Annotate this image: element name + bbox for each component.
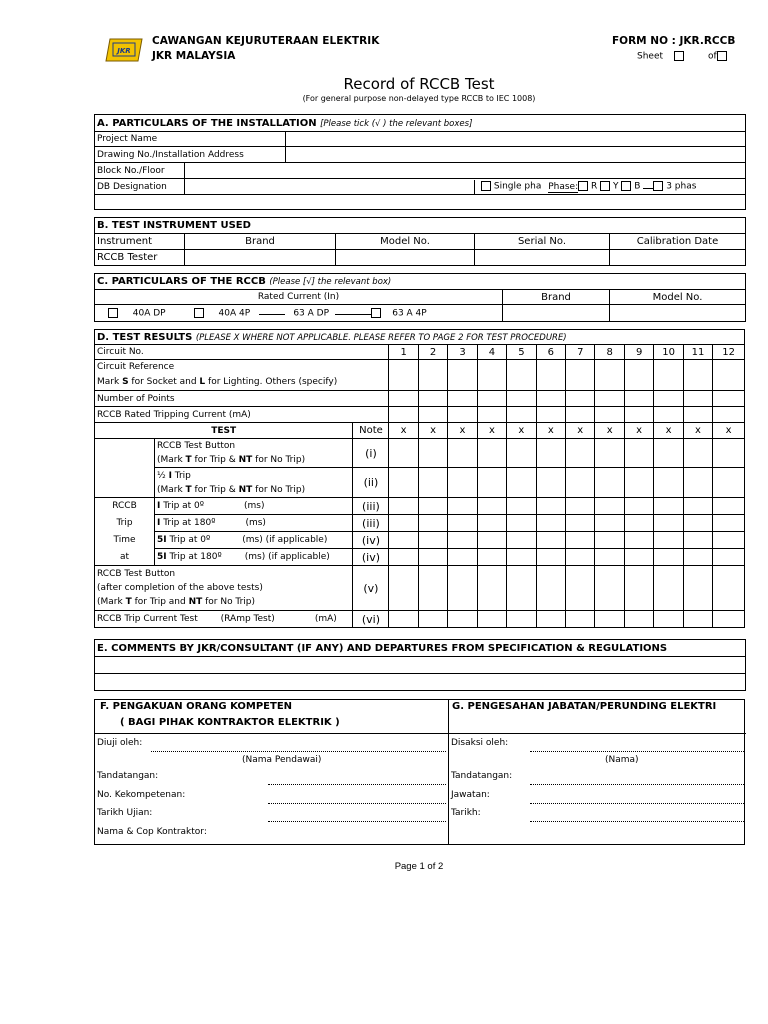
result-cell[interactable]: [418, 439, 447, 468]
circuit-reference-label: Circuit Reference Mark S for Socket and L for Lighting. Others (specify): [95, 360, 389, 391]
result-cell[interactable]: [624, 360, 653, 391]
result-cell[interactable]: [624, 532, 653, 549]
result-cell[interactable]: [418, 566, 447, 611]
phase-y-label: Y: [613, 181, 619, 192]
section-d-note: (PLEASE X WHERE NOT APPLICABLE. PLEASE REFER TO PAGE 2 FOR TEST PROCEDURE): [195, 332, 567, 343]
section-c-table: [94, 273, 746, 322]
result-cell[interactable]: [654, 549, 683, 566]
rccb-tester-label: RCCB Tester: [95, 250, 185, 266]
test-header-row: [95, 423, 745, 439]
rccb-model-header: Model No.: [610, 290, 746, 305]
result-cell[interactable]: [477, 549, 506, 566]
section-e-title: E. COMMENTS BY JKR/CONSULTANT (IF ANY) AND DEPARTURES FROM SPECIFICATION & REGULATIONS: [95, 640, 746, 657]
result-cell[interactable]: [418, 549, 447, 566]
result-cell[interactable]: [448, 360, 477, 391]
result-cell[interactable]: [713, 439, 745, 468]
phase-r-checkbox[interactable]: [578, 181, 588, 191]
result-cell[interactable]: [566, 468, 595, 498]
circuit-3: 3: [448, 345, 477, 360]
tarikh-label: Tarikh:: [451, 808, 481, 818]
result-cell[interactable]: [566, 515, 595, 532]
circuit-1: 1: [389, 345, 418, 360]
address-label: Drawing No./Installation Address: [95, 147, 286, 163]
section-b-title: B. TEST INSTRUMENT USED: [95, 218, 746, 234]
tester-serial-field[interactable]: [475, 250, 610, 266]
result-cell[interactable]: [448, 391, 477, 407]
result-cell[interactable]: [566, 439, 595, 468]
result-cell[interactable]: [624, 498, 653, 515]
result-cell[interactable]: [536, 549, 565, 566]
result-cell[interactable]: [448, 611, 477, 628]
circuit-2: 2: [418, 345, 447, 360]
result-cell[interactable]: [448, 439, 477, 468]
x-mark-cell: x: [654, 423, 683, 439]
rccb-side-2: Trip: [95, 515, 155, 532]
section-b-table: [94, 217, 746, 266]
sheet-checkbox[interactable]: [674, 51, 684, 61]
phase-b-checkbox[interactable]: [621, 181, 631, 191]
circuit-10: 10: [654, 345, 683, 360]
result-cell[interactable]: [536, 515, 565, 532]
result-cell[interactable]: [477, 566, 506, 611]
section-d-title: D. TEST RESULTS (PLEASE X WHERE NOT APPLICABLE. PLEASE REFER TO PAGE 2 FOR TEST PROCEDURE): [95, 330, 745, 345]
note-iii-b: (iii): [353, 515, 389, 532]
result-cell[interactable]: [713, 468, 745, 498]
note-i: (i): [353, 439, 389, 468]
test-button-row: [95, 439, 745, 468]
section-a-note: [Please tick (√ ) the relevant boxes]: [320, 118, 473, 129]
option-63a-dp-label: 63 A DP: [293, 308, 330, 319]
jkr-logo: [104, 37, 144, 63]
result-cell[interactable]: [595, 611, 624, 628]
section-e-table: [94, 639, 746, 691]
circuit-no-label: Circuit No.: [95, 345, 389, 360]
phase-r-label: R: [591, 181, 598, 192]
result-cell[interactable]: [566, 611, 595, 628]
circuit-12: 12: [713, 345, 745, 360]
result-cell[interactable]: [507, 532, 536, 549]
rated-current-options: [95, 305, 503, 322]
kekompetenan-field[interactable]: [268, 803, 446, 804]
result-cell[interactable]: [477, 407, 506, 423]
db-designation-field[interactable]: [185, 179, 746, 195]
project-name-field[interactable]: [286, 132, 746, 147]
after-tests-label: RCCB Test Button (after completion of the above tests) (Mark T for Trip and NT for No Trip): [95, 566, 353, 611]
diuji-label: Diuji oleh:: [97, 738, 143, 748]
result-cell[interactable]: [624, 407, 653, 423]
phase-y-checkbox[interactable]: [600, 181, 610, 191]
result-cell[interactable]: [536, 611, 565, 628]
block-floor-field[interactable]: [185, 163, 746, 179]
result-cell[interactable]: [477, 391, 506, 407]
comments-line-1[interactable]: [95, 657, 746, 674]
result-cell[interactable]: [448, 515, 477, 532]
single-phase-checkbox[interactable]: [481, 181, 491, 191]
of-checkbox[interactable]: [717, 51, 727, 61]
result-cell[interactable]: [683, 498, 712, 515]
5i-trip-180-label: 5I Trip at 180º (ms) (if applicable): [154, 549, 352, 566]
result-cell[interactable]: [389, 407, 418, 423]
result-cell[interactable]: [418, 391, 447, 407]
trip-0-label: I Trip at 0º (ms): [154, 498, 352, 515]
result-cell[interactable]: [566, 498, 595, 515]
calibration-header: Calibration Date: [610, 234, 746, 250]
section-a-table: [94, 114, 746, 210]
address-field[interactable]: [286, 147, 746, 163]
test-header: TEST: [95, 423, 353, 439]
section-g: [449, 700, 746, 844]
after-tests-row: [95, 566, 745, 611]
result-cell[interactable]: [418, 468, 447, 498]
result-cell[interactable]: [389, 468, 418, 498]
current-test-row: [95, 611, 745, 628]
tarikh-ujian-field[interactable]: [268, 821, 446, 822]
rccb-model-field[interactable]: [610, 305, 746, 322]
option-63a-4p-checkbox[interactable]: [371, 308, 381, 318]
result-cell[interactable]: [713, 407, 745, 423]
result-cell[interactable]: [477, 498, 506, 515]
result-cell[interactable]: [536, 407, 565, 423]
result-cell[interactable]: [566, 391, 595, 407]
result-cell[interactable]: [536, 391, 565, 407]
result-cell[interactable]: [477, 515, 506, 532]
result-cell[interactable]: [595, 498, 624, 515]
x-mark-cell: x: [624, 423, 653, 439]
section-f: [95, 700, 449, 844]
circuit-6: 6: [536, 345, 565, 360]
result-cell[interactable]: [477, 439, 506, 468]
rated-current-header: Rated Current (In): [95, 290, 503, 305]
tester-calibration-field[interactable]: [610, 250, 746, 266]
result-cell[interactable]: [713, 498, 745, 515]
result-cell[interactable]: [683, 439, 712, 468]
tarikh-ujian-label: Tarikh Ujian:: [97, 808, 153, 818]
note-vi: (vi): [353, 611, 389, 628]
section-f-title: F. PENGAKUAN ORANG KOMPETEN: [100, 701, 293, 712]
result-cell[interactable]: [389, 391, 418, 407]
result-cell[interactable]: [536, 468, 565, 498]
page-subtitle: (For general purpose non-delayed type RCCB to IEC 1008): [302, 94, 536, 103]
single-phase-label: Single pha: [493, 181, 542, 192]
brand-header: Brand: [185, 234, 336, 250]
disaksi-label: Disaksi oleh:: [451, 738, 509, 748]
nama-cop-label: Nama & Cop Kontraktor:: [97, 827, 207, 837]
note-ii: (ii): [353, 468, 389, 498]
tandatangan-f-field[interactable]: [268, 784, 446, 785]
result-cell[interactable]: [418, 498, 447, 515]
x-mark-cell: x: [713, 423, 745, 439]
result-cell[interactable]: [654, 611, 683, 628]
trip-180-row: [95, 515, 745, 532]
result-cell[interactable]: [477, 360, 506, 391]
result-cell[interactable]: [624, 439, 653, 468]
result-cell[interactable]: [566, 566, 595, 611]
rated-trip-label: RCCB Rated Tripping Current (mA): [95, 407, 389, 423]
result-cell[interactable]: [418, 360, 447, 391]
model-header: Model No.: [336, 234, 475, 250]
result-cell[interactable]: [389, 360, 418, 391]
result-cell[interactable]: [507, 566, 536, 611]
option-40a-4p-checkbox[interactable]: [194, 308, 204, 318]
result-cell[interactable]: [389, 532, 418, 549]
comments-line-2[interactable]: [95, 674, 746, 691]
declaration-box: [94, 699, 745, 845]
result-cell[interactable]: [507, 611, 536, 628]
current-test-label: RCCB Trip Current Test (RAmp Test) (mA): [95, 611, 353, 628]
result-cell[interactable]: [624, 611, 653, 628]
number-of-points-row: [95, 391, 745, 407]
x-mark-cell: x: [507, 423, 536, 439]
tarikh-field[interactable]: [530, 821, 744, 822]
instrument-header: Instrument: [95, 234, 185, 250]
result-cell[interactable]: [536, 360, 565, 391]
result-cell[interactable]: [683, 532, 712, 549]
number-of-points-label: Number of Points: [95, 391, 389, 407]
result-cell[interactable]: [683, 391, 712, 407]
result-cell[interactable]: [595, 549, 624, 566]
result-cell[interactable]: [713, 360, 745, 391]
result-cell[interactable]: [713, 515, 745, 532]
result-cell[interactable]: [477, 468, 506, 498]
result-cell[interactable]: [389, 498, 418, 515]
result-cell[interactable]: [389, 611, 418, 628]
result-cell[interactable]: [654, 498, 683, 515]
result-cell[interactable]: [654, 532, 683, 549]
result-cell[interactable]: [713, 611, 745, 628]
circuit-8: 8: [595, 345, 624, 360]
phase-label: Phase:: [548, 181, 579, 192]
jawatan-label: Jawatan:: [451, 790, 490, 800]
trip-0-row: [95, 498, 745, 515]
circuit-reference-row: [95, 360, 745, 391]
three-phase-label: 3 phas: [666, 181, 697, 192]
result-cell[interactable]: [418, 407, 447, 423]
rccb-brand-field[interactable]: [503, 305, 610, 322]
circuit-11: 11: [683, 345, 712, 360]
result-cell[interactable]: [595, 515, 624, 532]
5i-trip-180-row: [95, 549, 745, 566]
result-cell[interactable]: [595, 566, 624, 611]
result-cell[interactable]: [507, 439, 536, 468]
result-cell[interactable]: [713, 532, 745, 549]
db-designation-label: DB Designation: [95, 179, 185, 195]
result-cell[interactable]: [595, 439, 624, 468]
result-cell[interactable]: [654, 566, 683, 611]
result-cell[interactable]: [418, 611, 447, 628]
result-cell[interactable]: [654, 515, 683, 532]
result-cell[interactable]: [566, 549, 595, 566]
result-cell[interactable]: [713, 566, 745, 611]
of-label: of: [708, 51, 717, 62]
result-cell[interactable]: [448, 498, 477, 515]
result-cell[interactable]: [654, 407, 683, 423]
block-floor-label: Block No./Floor: [95, 163, 185, 179]
x-mark-cell: x: [536, 423, 565, 439]
rccb-side-1: RCCB: [95, 498, 155, 515]
result-cell[interactable]: [389, 549, 418, 566]
result-cell[interactable]: [477, 532, 506, 549]
three-phase-checkbox[interactable]: [653, 181, 663, 191]
note-v: (v): [353, 566, 389, 611]
result-cell[interactable]: [536, 532, 565, 549]
half-trip-label: ½ I Trip (Mark T for Trip & NT for No Trip): [154, 468, 352, 498]
x-mark-cell: x: [418, 423, 447, 439]
kekompetenan-label: No. Kekompetenan:: [97, 790, 186, 800]
result-cell[interactable]: [683, 407, 712, 423]
option-40a-dp-checkbox[interactable]: [108, 308, 118, 318]
x-mark-cell: x: [566, 423, 595, 439]
result-cell[interactable]: [389, 566, 418, 611]
result-cell[interactable]: [566, 360, 595, 391]
x-mark-cell: x: [595, 423, 624, 439]
result-cell[interactable]: [448, 407, 477, 423]
serial-header: Serial No.: [475, 234, 610, 250]
phase-b-label: B: [634, 181, 641, 192]
result-cell[interactable]: [536, 498, 565, 515]
result-cell[interactable]: [507, 360, 536, 391]
option-63a-4p-label: 63 A 4P: [392, 308, 427, 319]
result-cell[interactable]: [624, 515, 653, 532]
section-g-title: G. PENGESAHAN JABATAN/PERUNDING ELEKTRI: [452, 701, 717, 712]
half-trip-row: [95, 468, 745, 498]
test-button-label: RCCB Test Button (Mark T for Trip & NT for No Trip): [154, 439, 352, 468]
section-d-table: [94, 329, 745, 628]
nama-label: (Nama): [605, 755, 639, 765]
rated-trip-row: [95, 407, 745, 423]
result-cell[interactable]: [389, 439, 418, 468]
result-cell[interactable]: [418, 515, 447, 532]
x-mark-cell: x: [683, 423, 712, 439]
result-cell[interactable]: [654, 391, 683, 407]
nama-pendawai-label: (Nama Pendawai): [242, 755, 322, 765]
note-iv-b: (iv): [353, 549, 389, 566]
logo-text: JKR: [117, 47, 131, 55]
result-cell[interactable]: [448, 532, 477, 549]
x-mark-cell: x: [448, 423, 477, 439]
option-40a-4p-label: 40A 4P: [218, 308, 251, 319]
result-cell[interactable]: [507, 515, 536, 532]
result-cell[interactable]: [624, 391, 653, 407]
result-cell[interactable]: [389, 515, 418, 532]
diuji-field[interactable]: [151, 751, 446, 752]
disaksi-field[interactable]: [530, 751, 744, 752]
tester-model-field[interactable]: [336, 250, 475, 266]
result-cell[interactable]: [536, 566, 565, 611]
result-cell[interactable]: [477, 611, 506, 628]
circuit-9: 9: [624, 345, 653, 360]
page-number: Page 1 of 2: [394, 861, 444, 872]
result-cell[interactable]: [683, 515, 712, 532]
note-iii-a: (iii): [353, 498, 389, 515]
tester-brand-field[interactable]: [185, 250, 336, 266]
section-c-note: (Please [√] the relevant box): [269, 277, 392, 287]
section-f-subtitle: ( BAGI PIHAK KONTRAKTOR ELEKTRIK ): [120, 717, 340, 728]
section-c-title: C. PARTICULARS OF THE RCCB (Please [√] the relevant box): [95, 274, 746, 290]
project-name-label: Project Name: [95, 132, 286, 147]
section-a-blank-row[interactable]: [95, 195, 746, 210]
circuit-7: 7: [566, 345, 595, 360]
sheet-field: [637, 51, 684, 62]
result-cell[interactable]: [507, 391, 536, 407]
result-cell[interactable]: [448, 468, 477, 498]
5i-trip-0-row: [95, 532, 745, 549]
result-cell[interactable]: [624, 468, 653, 498]
result-cell[interactable]: [595, 407, 624, 423]
result-cell[interactable]: [566, 532, 595, 549]
note-iv-a: (iv): [353, 532, 389, 549]
result-cell[interactable]: [683, 468, 712, 498]
result-cell[interactable]: [507, 549, 536, 566]
result-cell[interactable]: [654, 468, 683, 498]
result-cell[interactable]: [713, 391, 745, 407]
trip-180-label: I Trip at 180º (ms): [154, 515, 352, 532]
section-a-title: A. PARTICULARS OF THE INSTALLATION [Please tick (√ ) the relevant boxes]: [95, 115, 746, 132]
rccb-side-3: Time: [95, 532, 155, 549]
result-cell[interactable]: [683, 360, 712, 391]
page-title: Record of RCCB Test: [343, 75, 495, 93]
result-cell[interactable]: [448, 566, 477, 611]
of-field: [708, 51, 727, 62]
tandatangan-g-field[interactable]: [530, 784, 744, 785]
note-header: Note: [353, 423, 389, 439]
result-cell[interactable]: [624, 549, 653, 566]
result-cell[interactable]: [595, 391, 624, 407]
org-name-line2: JKR MALAYSIA: [152, 50, 236, 62]
result-cell[interactable]: [654, 439, 683, 468]
result-cell[interactable]: [654, 360, 683, 391]
form-number: FORM NO : JKR.RCCB: [612, 35, 736, 47]
5i-trip-0-label: 5I Trip at 0º (ms) (if applicable): [154, 532, 352, 549]
result-cell[interactable]: [507, 498, 536, 515]
result-cell[interactable]: [507, 468, 536, 498]
result-cell[interactable]: [595, 360, 624, 391]
sheet-label: Sheet: [637, 51, 664, 62]
result-cell[interactable]: [683, 549, 712, 566]
result-cell[interactable]: [683, 611, 712, 628]
result-cell[interactable]: [595, 532, 624, 549]
result-cell[interactable]: [536, 439, 565, 468]
org-name-line1: CAWANGAN KEJURUTERAAN ELEKTRIK: [152, 35, 380, 47]
tandatangan-f-label: Tandatangan:: [97, 771, 159, 781]
circuit-5: 5: [507, 345, 536, 360]
tandatangan-g-label: Tandatangan:: [451, 771, 513, 781]
x-mark-cell: x: [477, 423, 506, 439]
rccb-brand-header: Brand: [503, 290, 610, 305]
result-cell[interactable]: [713, 549, 745, 566]
result-cell[interactable]: [566, 407, 595, 423]
jawatan-field[interactable]: [530, 803, 744, 804]
result-cell[interactable]: [683, 566, 712, 611]
result-cell[interactable]: [448, 549, 477, 566]
result-cell[interactable]: [507, 407, 536, 423]
result-cell[interactable]: [595, 468, 624, 498]
x-mark-cell: x: [389, 423, 418, 439]
option-40a-dp-label: 40A DP: [132, 308, 166, 319]
rccb-side-4: at: [95, 549, 155, 566]
result-cell[interactable]: [418, 532, 447, 549]
circuit-4: 4: [477, 345, 506, 360]
result-cell[interactable]: [624, 566, 653, 611]
